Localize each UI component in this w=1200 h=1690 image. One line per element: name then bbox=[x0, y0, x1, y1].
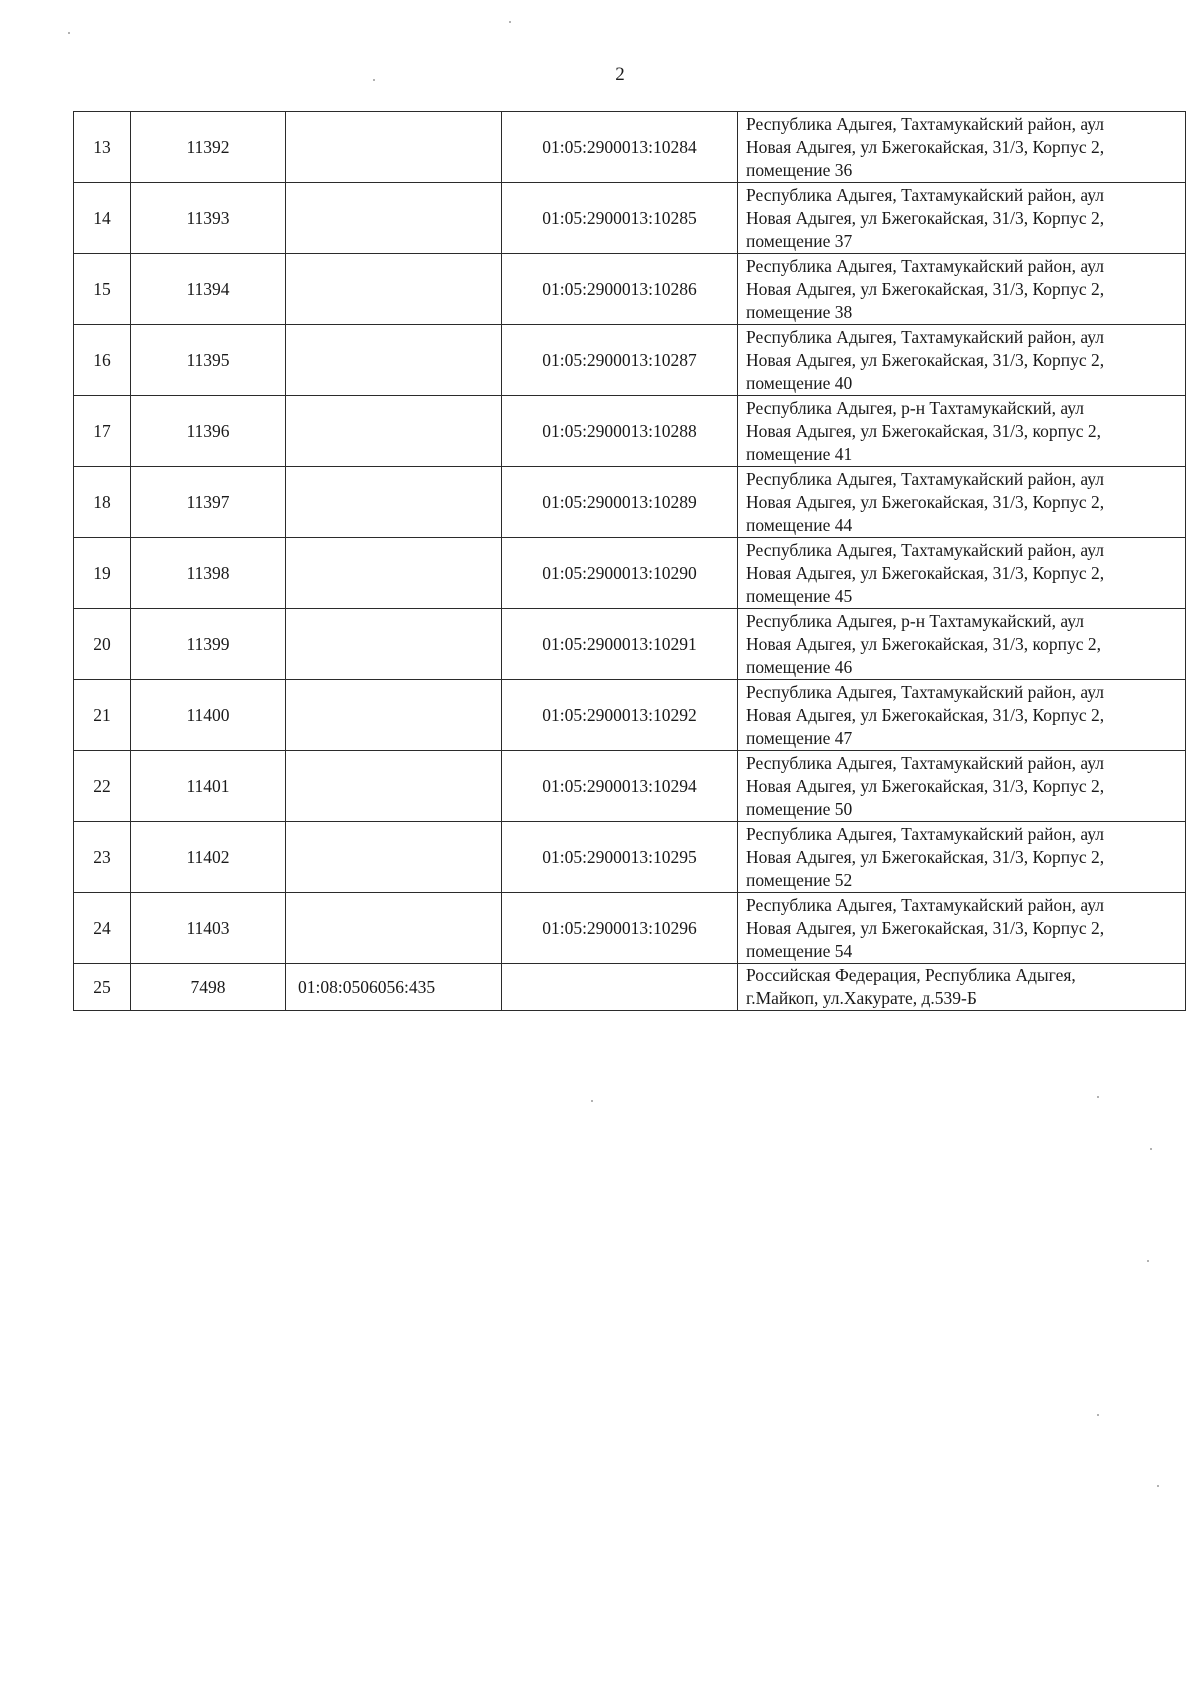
table-row bbox=[74, 538, 1186, 609]
object-cadastral-number-cell: 01:05:2900013:10286 bbox=[502, 254, 738, 325]
scan-speck bbox=[1157, 1485, 1159, 1487]
registry-number-cell: 11401 bbox=[131, 751, 286, 822]
table-row bbox=[74, 112, 1186, 183]
table-row bbox=[74, 183, 1186, 254]
address-line: помещение 54 bbox=[746, 940, 853, 961]
object-cadastral-number-cell: 01:05:2900013:10284 bbox=[502, 112, 738, 183]
registry-number-cell: 11403 bbox=[131, 893, 286, 964]
address-line: Республика Адыгея, Тахтамукайский район, аул bbox=[746, 468, 1104, 489]
registry-number-cell: 7498 bbox=[131, 964, 286, 1011]
address-line: Новая Адыгея, ул Бжегокайская, 31/3, Корпус 2, bbox=[746, 349, 1105, 370]
land-cadastral-number-cell bbox=[286, 680, 502, 751]
address-line: Республика Адыгея, Тахтамукайский район, аул bbox=[746, 894, 1104, 915]
address-line: Республика Адыгея, р-н Тахтамукайский, аул bbox=[746, 397, 1084, 418]
table-row bbox=[74, 822, 1186, 893]
table-row bbox=[74, 680, 1186, 751]
object-cadastral-number-cell: 01:05:2900013:10288 bbox=[502, 396, 738, 467]
row-number-cell: 22 bbox=[74, 751, 131, 822]
address-line: Новая Адыгея, ул Бжегокайская, 31/3, Корпус 2, bbox=[746, 278, 1105, 299]
address-line: Республика Адыгея, Тахтамукайский район, аул bbox=[746, 681, 1104, 702]
scan-speck bbox=[509, 21, 511, 23]
object-cadastral-number-cell: 01:05:2900013:10296 bbox=[502, 893, 738, 964]
land-cadastral-number-cell bbox=[286, 751, 502, 822]
row-number-cell: 19 bbox=[74, 538, 131, 609]
table-row bbox=[74, 893, 1186, 964]
row-number-cell: 24 bbox=[74, 893, 131, 964]
registry-number-cell: 11398 bbox=[131, 538, 286, 609]
land-cadastral-number-cell bbox=[286, 893, 502, 964]
address-line: Новая Адыгея, ул Бжегокайская, 31/3, Корпус 2, bbox=[746, 136, 1105, 157]
address-line: Новая Адыгея, ул Бжегокайская, 31/3, Корпус 2, bbox=[746, 704, 1105, 725]
scan-speck bbox=[373, 79, 375, 81]
address-line: Республика Адыгея, Тахтамукайский район, аул bbox=[746, 113, 1104, 134]
scan-speck bbox=[1097, 1096, 1099, 1098]
address-cell bbox=[738, 680, 1186, 751]
address-cell bbox=[738, 467, 1186, 538]
address-cell bbox=[738, 254, 1186, 325]
address-line: г.Майкоп, ул.Хакурате, д.539-Б bbox=[746, 988, 977, 1008]
address-line: Республика Адыгея, Тахтамукайский район, аул bbox=[746, 539, 1104, 560]
registry-number-cell: 11399 bbox=[131, 609, 286, 680]
object-cadastral-number-cell: 01:05:2900013:10291 bbox=[502, 609, 738, 680]
address-line: помещение 50 bbox=[746, 798, 853, 819]
registry-number-cell: 11402 bbox=[131, 822, 286, 893]
address-line: помещение 36 bbox=[746, 159, 853, 180]
address-line: помещение 45 bbox=[746, 585, 853, 606]
scan-speck bbox=[68, 32, 70, 34]
address-cell bbox=[738, 609, 1186, 680]
table-row bbox=[74, 964, 1186, 1011]
row-number-cell: 23 bbox=[74, 822, 131, 893]
address-line: помещение 44 bbox=[746, 514, 853, 535]
address-line: Республика Адыгея, р-н Тахтамукайский, аул bbox=[746, 610, 1084, 631]
scan-speck bbox=[1150, 1148, 1152, 1150]
address-cell bbox=[738, 396, 1186, 467]
row-number-cell: 14 bbox=[74, 183, 131, 254]
row-number-cell: 25 bbox=[74, 964, 131, 1011]
land-cadastral-number-cell bbox=[286, 254, 502, 325]
address-cell bbox=[738, 183, 1186, 254]
registry-number-cell: 11395 bbox=[131, 325, 286, 396]
object-cadastral-number-cell: 01:05:2900013:10290 bbox=[502, 538, 738, 609]
address-line: Российская Федерация, Республика Адыгея, bbox=[746, 965, 1076, 985]
land-cadastral-number-cell bbox=[286, 183, 502, 254]
table-row bbox=[74, 609, 1186, 680]
land-cadastral-number-cell bbox=[286, 822, 502, 893]
address-line: Новая Адыгея, ул Бжегокайская, 31/3, корпус 2, bbox=[746, 633, 1101, 654]
address-cell bbox=[738, 538, 1186, 609]
address-line: Новая Адыгея, ул Бжегокайская, 31/3, Корпус 2, bbox=[746, 491, 1105, 512]
scan-speck bbox=[591, 1100, 593, 1102]
address-cell bbox=[738, 893, 1186, 964]
address-line: Республика Адыгея, Тахтамукайский район, аул bbox=[746, 326, 1104, 347]
land-cadastral-number-cell bbox=[286, 112, 502, 183]
row-number-cell: 13 bbox=[74, 112, 131, 183]
address-line: помещение 52 bbox=[746, 869, 853, 890]
address-cell bbox=[738, 112, 1186, 183]
row-number-cell: 20 bbox=[74, 609, 131, 680]
address-cell bbox=[738, 325, 1186, 396]
address-line: Республика Адыгея, Тахтамукайский район, аул bbox=[746, 184, 1104, 205]
table-body bbox=[74, 112, 1186, 1011]
address-line: Республика Адыгея, Тахтамукайский район, аул bbox=[746, 823, 1104, 844]
object-cadastral-number-cell: 01:05:2900013:10289 bbox=[502, 467, 738, 538]
land-cadastral-number-cell bbox=[286, 325, 502, 396]
object-cadastral-number-cell bbox=[502, 964, 738, 1011]
table-row bbox=[74, 467, 1186, 538]
row-number-cell: 16 bbox=[74, 325, 131, 396]
row-number-cell: 15 bbox=[74, 254, 131, 325]
table-row bbox=[74, 325, 1186, 396]
registry-number-cell: 11397 bbox=[131, 467, 286, 538]
registry-number-cell: 11394 bbox=[131, 254, 286, 325]
object-cadastral-number-cell: 01:05:2900013:10285 bbox=[502, 183, 738, 254]
land-cadastral-number-cell bbox=[286, 538, 502, 609]
address-line: Республика Адыгея, Тахтамукайский район, аул bbox=[746, 752, 1104, 773]
registry-number-cell: 11393 bbox=[131, 183, 286, 254]
page-number: 2 bbox=[615, 64, 625, 85]
address-line: Новая Адыгея, ул Бжегокайская, 31/3, Корпус 2, bbox=[746, 207, 1105, 228]
table-row bbox=[74, 396, 1186, 467]
address-line: помещение 46 bbox=[746, 656, 853, 677]
address-line: Республика Адыгея, Тахтамукайский район, аул bbox=[746, 255, 1104, 276]
address-line: помещение 37 bbox=[746, 230, 853, 251]
land-cadastral-number-cell bbox=[286, 396, 502, 467]
address-line: помещение 40 bbox=[746, 372, 853, 393]
address-cell bbox=[738, 751, 1186, 822]
address-cell bbox=[738, 964, 1186, 1011]
address-cell bbox=[738, 822, 1186, 893]
registry-number-cell: 11392 bbox=[131, 112, 286, 183]
object-cadastral-number-cell: 01:05:2900013:10287 bbox=[502, 325, 738, 396]
scan-speck bbox=[1147, 1260, 1149, 1262]
registry-number-cell: 11400 bbox=[131, 680, 286, 751]
scan-speck bbox=[1097, 1414, 1099, 1416]
address-line: помещение 38 bbox=[746, 301, 853, 322]
address-line: Новая Адыгея, ул Бжегокайская, 31/3, Корпус 2, bbox=[746, 775, 1105, 796]
object-cadastral-number-cell: 01:05:2900013:10295 bbox=[502, 822, 738, 893]
address-line: помещение 41 bbox=[746, 443, 853, 464]
address-line: помещение 47 bbox=[746, 727, 853, 748]
table-row bbox=[74, 751, 1186, 822]
object-cadastral-number-cell: 01:05:2900013:10292 bbox=[502, 680, 738, 751]
land-cadastral-number-cell bbox=[286, 467, 502, 538]
address-line: Новая Адыгея, ул Бжегокайская, 31/3, Корпус 2, bbox=[746, 562, 1105, 583]
address-line: Новая Адыгея, ул Бжегокайская, 31/3, Корпус 2, bbox=[746, 846, 1105, 867]
row-number-cell: 21 bbox=[74, 680, 131, 751]
object-cadastral-number-cell: 01:05:2900013:10294 bbox=[502, 751, 738, 822]
address-line: Новая Адыгея, ул Бжегокайская, 31/3, корпус 2, bbox=[746, 420, 1101, 441]
property-registry-table bbox=[73, 111, 1186, 1011]
table-row bbox=[74, 254, 1186, 325]
row-number-cell: 18 bbox=[74, 467, 131, 538]
registry-number-cell: 11396 bbox=[131, 396, 286, 467]
row-number-cell: 17 bbox=[74, 396, 131, 467]
land-cadastral-number-cell: 01:08:0506056:435 bbox=[286, 964, 502, 1011]
land-cadastral-number-cell bbox=[286, 609, 502, 680]
address-line: Новая Адыгея, ул Бжегокайская, 31/3, Корпус 2, bbox=[746, 917, 1105, 938]
